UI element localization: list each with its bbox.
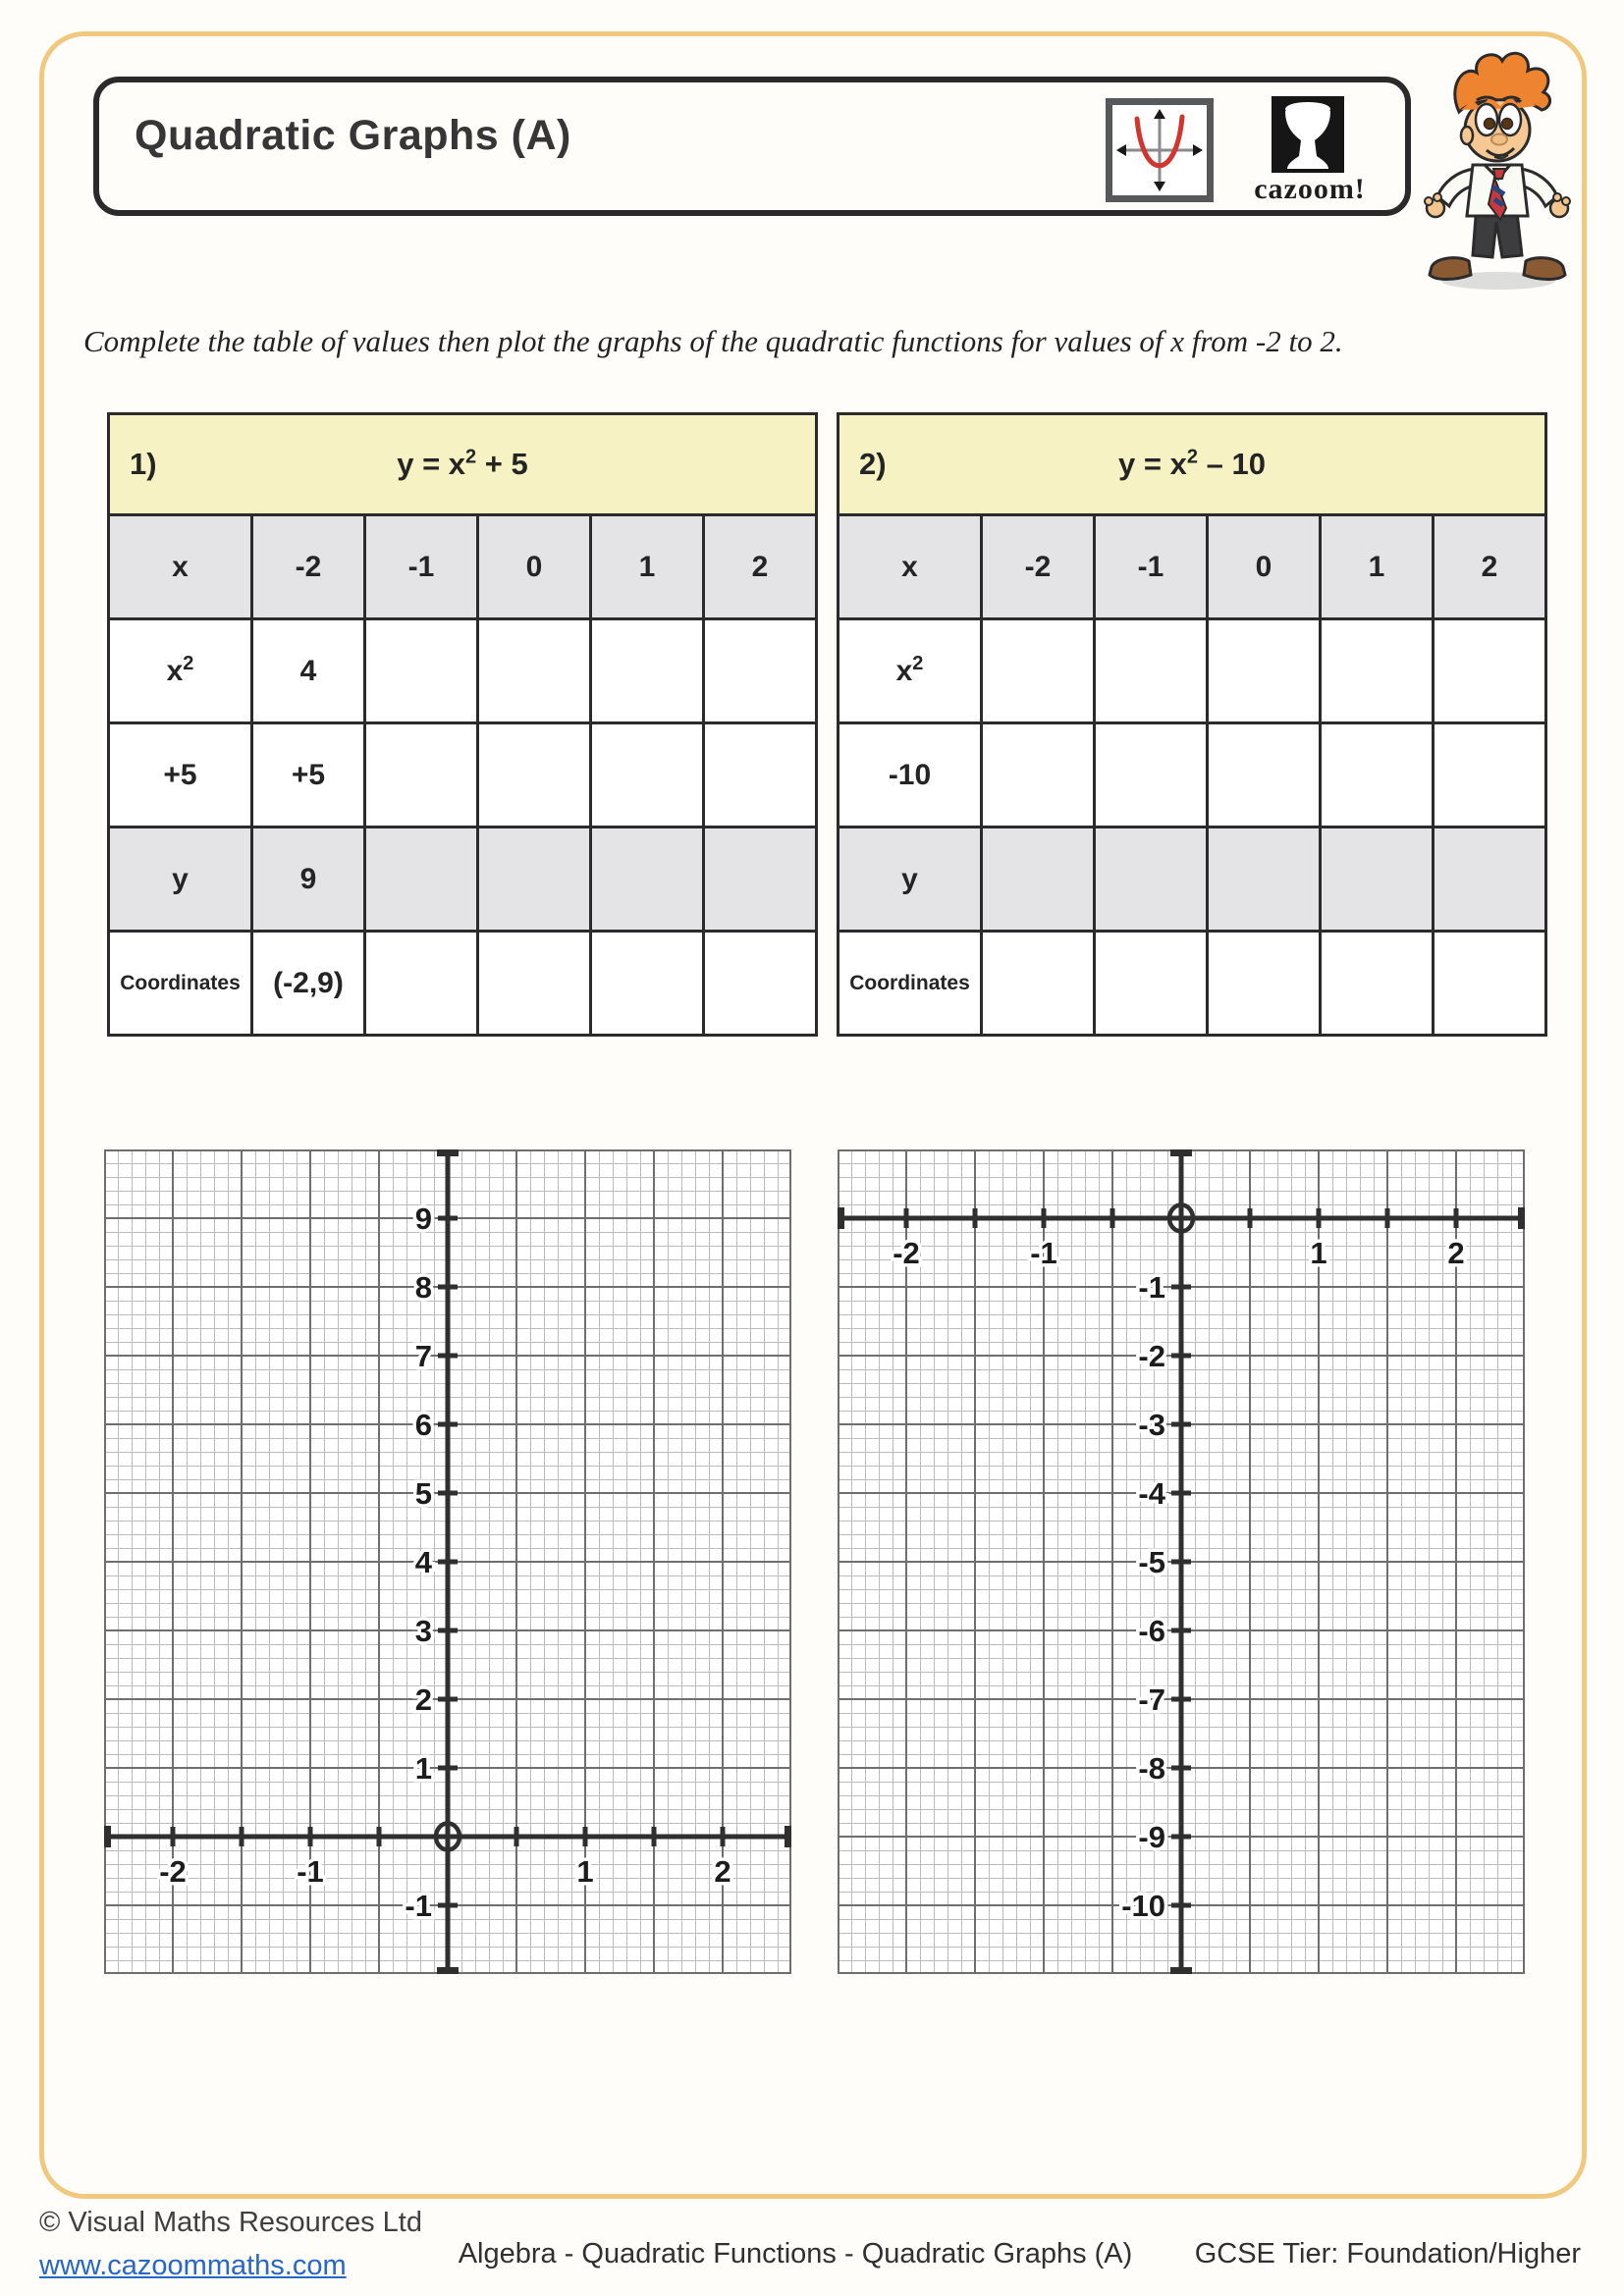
formula-header-cell (109, 414, 817, 515)
empty-answer-cell (1095, 723, 1208, 828)
graph-grid-2 (838, 1149, 1525, 1974)
empty-answer-cell (704, 619, 817, 723)
empty-answer-cell (591, 932, 704, 1036)
empty-answer-cell (704, 932, 817, 1036)
empty-answer-cell (365, 932, 478, 1036)
axis-label: 2 (414, 1682, 432, 1717)
axis-label: -7 (1138, 1682, 1165, 1717)
empty-answer-cell (982, 619, 1095, 723)
empty-answer-cell (982, 828, 1095, 932)
footer-website-link[interactable]: www.cazoommaths.com (39, 2250, 347, 2281)
footer-center-text: Algebra - Quadratic Functions - Quadratic Graphs (A) (458, 2238, 1133, 2269)
value-cell: 9 (252, 828, 365, 932)
axis-label: 1 (414, 1751, 432, 1786)
empty-answer-cell (1321, 932, 1434, 1036)
footer-tier-text: GCSE Tier: Foundation/Higher (1194, 2238, 1581, 2269)
empty-answer-cell (704, 828, 817, 932)
axis-label: 3 (414, 1614, 432, 1648)
axis-label: -1 (297, 1854, 324, 1889)
axis-label: 4 (414, 1545, 432, 1579)
formula-header-cell (839, 414, 1546, 515)
parabola-icon-drawing (1112, 105, 1207, 195)
value-cell: -2 (252, 515, 365, 619)
page-title: Quadratic Graphs (A) (135, 112, 571, 159)
axis-label: -8 (1138, 1751, 1165, 1786)
empty-answer-cell (1208, 723, 1321, 828)
axis-label: -3 (1138, 1408, 1165, 1442)
empty-answer-cell (1434, 723, 1546, 828)
axis-label: -2 (159, 1854, 187, 1889)
empty-answer-cell (478, 619, 591, 723)
empty-answer-cell (1208, 828, 1321, 932)
empty-answer-cell (365, 723, 478, 828)
value-cell: -2 (982, 515, 1095, 619)
table-row (839, 932, 1546, 1036)
value-cell: +5 (252, 723, 365, 828)
axis-label: -10 (1121, 1889, 1165, 1923)
drum-icon (1272, 96, 1344, 173)
parabola-graph-icon (1106, 98, 1214, 202)
table-header-row (839, 414, 1546, 515)
empty-answer-cell (591, 828, 704, 932)
table-row (109, 723, 817, 828)
empty-answer-cell (1321, 723, 1434, 828)
question-number: 2) (859, 447, 887, 481)
values-table-1 (107, 412, 818, 1037)
row-label: x (839, 515, 982, 619)
empty-answer-cell (1095, 828, 1208, 932)
table-row (839, 515, 1546, 619)
values-table-2 (837, 412, 1547, 1037)
row-label: y (839, 828, 982, 932)
empty-answer-cell (591, 619, 704, 723)
axis-label: -1 (1030, 1236, 1057, 1270)
axis-label: -2 (893, 1236, 920, 1270)
table-row (839, 619, 1546, 723)
row-label: Coordinates (109, 932, 252, 1036)
value-cell: 4 (252, 619, 365, 723)
value-cell: 1 (1321, 515, 1434, 619)
table-row (109, 619, 817, 723)
empty-answer-cell (478, 828, 591, 932)
empty-answer-cell (1434, 619, 1546, 723)
empty-answer-cell (1208, 932, 1321, 1036)
graph-grid-1 (104, 1149, 791, 1974)
row-label: +5 (109, 723, 252, 828)
table-row (109, 828, 817, 932)
empty-answer-cell (1321, 828, 1434, 932)
row-label: $x^2$ (839, 619, 982, 723)
cazoom-logo (1246, 94, 1374, 205)
value-cell: -1 (1095, 515, 1208, 619)
empty-answer-cell (478, 932, 591, 1036)
values-table (107, 412, 818, 1037)
empty-answer-cell (982, 723, 1095, 828)
table-header-row (109, 414, 817, 515)
row-label: y (109, 828, 252, 932)
axis-label: 1 (576, 1854, 594, 1889)
empty-answer-cell (1095, 932, 1208, 1036)
axis-label: -2 (1138, 1339, 1165, 1373)
empty-answer-cell (591, 723, 704, 828)
axis-label: 2 (714, 1854, 731, 1889)
empty-answer-cell (1321, 619, 1434, 723)
axis-label: 9 (414, 1201, 432, 1236)
axis-label: -4 (1138, 1476, 1165, 1511)
axis-label: 5 (414, 1476, 432, 1511)
row-label: Coordinates (839, 932, 982, 1036)
empty-answer-cell (1434, 932, 1546, 1036)
graph-paper (838, 1149, 1525, 1974)
axis-label: -6 (1138, 1614, 1165, 1648)
values-table (837, 412, 1547, 1037)
empty-answer-cell (365, 619, 478, 723)
graph-paper (104, 1149, 791, 1974)
axis-label: 1 (1310, 1236, 1327, 1270)
footer-copyright: © Visual Maths Resources Ltd (39, 2207, 422, 2238)
quadratic-formula: $y = x^2 + 5$ (397, 446, 528, 481)
axis-label: -5 (1138, 1545, 1165, 1579)
value-cell: 2 (1434, 515, 1546, 619)
row-label: -10 (839, 723, 982, 828)
row-label: $x^2$ (109, 619, 252, 723)
value-cell: 0 (1208, 515, 1321, 619)
axis-label: 6 (414, 1408, 432, 1442)
mascot-character (1412, 47, 1584, 293)
value-cell: 2 (704, 515, 817, 619)
logo-text: cazoom! (1254, 173, 1366, 205)
empty-answer-cell (365, 828, 478, 932)
axis-label: 8 (414, 1270, 432, 1305)
empty-answer-cell (1208, 619, 1321, 723)
axis-label: -9 (1138, 1820, 1165, 1854)
table-row (839, 723, 1546, 828)
axis-label: -1 (405, 1889, 432, 1923)
header-box (93, 77, 1411, 216)
empty-answer-cell (704, 723, 817, 828)
table-row (109, 515, 817, 619)
question-number: 1) (130, 447, 157, 481)
empty-answer-cell (982, 932, 1095, 1036)
table-row (109, 932, 817, 1036)
axis-label: -1 (1138, 1270, 1165, 1305)
table-row (839, 828, 1546, 932)
empty-answer-cell (1434, 828, 1546, 932)
row-label: x (109, 515, 252, 619)
axis-label: 2 (1447, 1236, 1465, 1270)
value-cell: 1 (591, 515, 704, 619)
instruction-text: Complete the table of values then plot the graphs of the quadratic functions for values of x from -2 to 2. (83, 324, 1343, 358)
empty-answer-cell (1095, 619, 1208, 723)
quadratic-formula: $y = x^2 - 10$ (1118, 446, 1266, 481)
value-cell: -1 (365, 515, 478, 619)
value-cell: 0 (478, 515, 591, 619)
value-cell: (-2,9) (252, 932, 365, 1036)
empty-answer-cell (478, 723, 591, 828)
axis-label: 7 (414, 1339, 432, 1373)
